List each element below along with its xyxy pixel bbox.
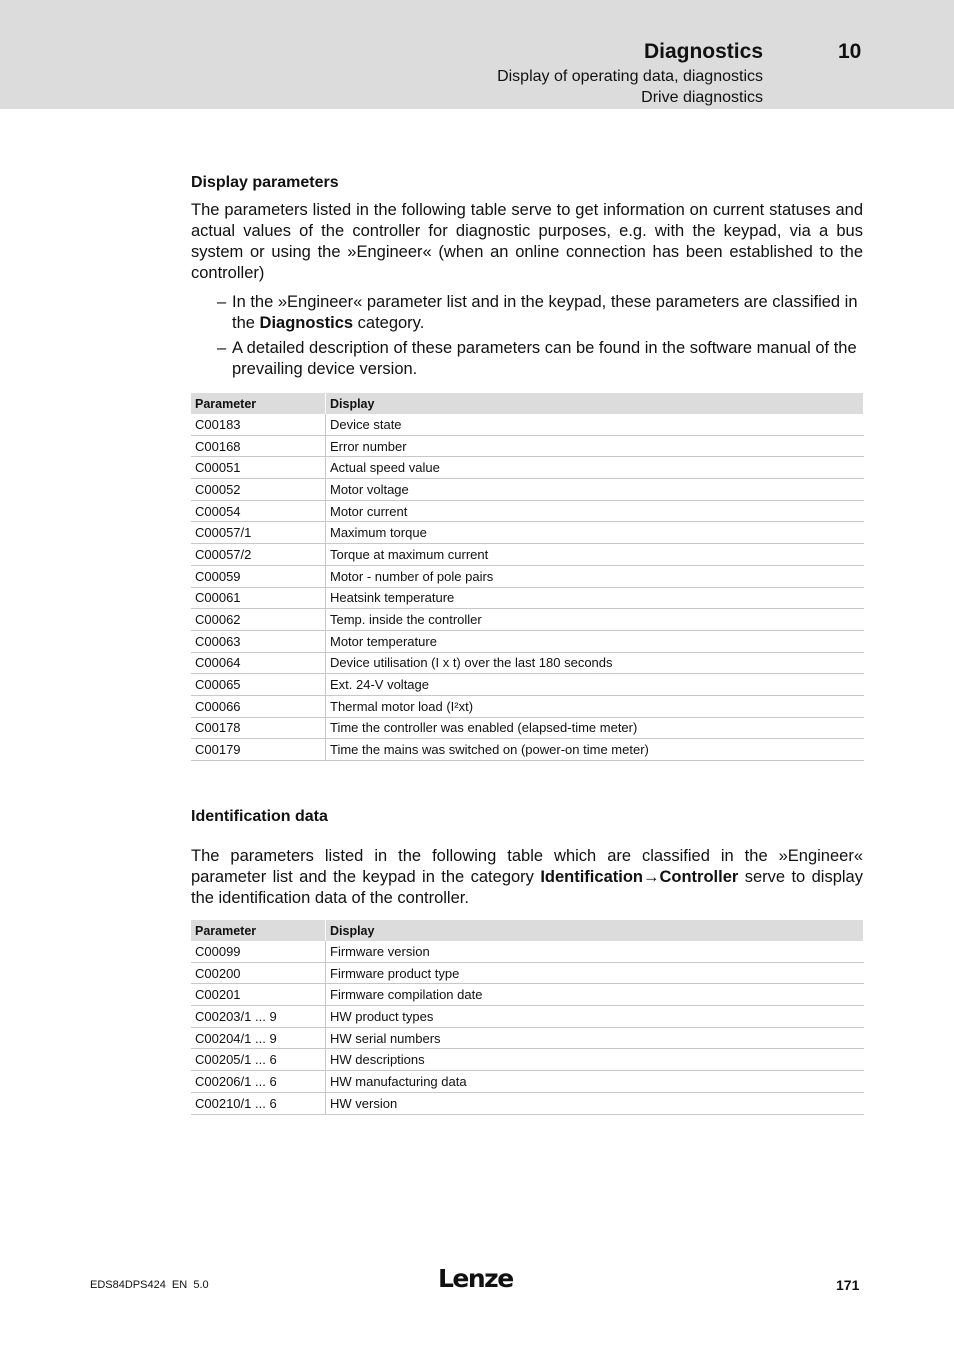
parameter-display: Maximum torque	[326, 522, 864, 544]
table-row	[191, 414, 864, 435]
parameter-display: Time the controller was enabled (elapsed-time meter)	[326, 717, 864, 739]
table-header-row	[191, 920, 864, 941]
parameter-display: Device utilisation (I x t) over the last 180 seconds	[326, 652, 864, 674]
bullet-text: A detailed description of these parameters can be found in the software manual of the prevailing device version.	[232, 339, 857, 378]
parameter-code: C00203/1 ... 9	[191, 1006, 326, 1028]
identification-data-intro	[191, 846, 863, 909]
parameter-code: C00052	[191, 479, 326, 501]
parameter-display: Heatsink temperature	[326, 587, 864, 609]
identification-data-table	[191, 920, 864, 1115]
parameter-code: C00178	[191, 717, 326, 739]
bullet-dash: –	[217, 339, 227, 357]
table-row	[191, 435, 864, 457]
display-parameters-intro: The parameters listed in the following table serve to get information on current statuses and actual values of the controller for diagnostic purposes, e.g. with the keypad, via a bus system or using the »Engineer« (when an online connection has been established to the controller)	[191, 201, 863, 282]
table-row	[191, 652, 864, 674]
table-row	[191, 522, 864, 544]
parameter-display: Firmware product type	[326, 962, 864, 984]
parameter-code: C00063	[191, 630, 326, 652]
table-row	[191, 1092, 864, 1114]
parameter-display: HW manufacturing data	[326, 1071, 864, 1093]
parameter-code: C00200	[191, 962, 326, 984]
table-row	[191, 1027, 864, 1049]
parameter-display: Time the mains was switched on (power-on time meter)	[326, 739, 864, 761]
bullet-item	[217, 292, 863, 334]
section-subtitle: Display of operating data, diagnostics	[497, 68, 763, 85]
identification-data-heading: Identification data	[191, 808, 328, 825]
parameter-display: Temp. inside the controller	[326, 609, 864, 631]
parameter-display: Thermal motor load (I²xt)	[326, 695, 864, 717]
table-row	[191, 587, 864, 609]
parameter-display: HW serial numbers	[326, 1027, 864, 1049]
table-row	[191, 479, 864, 501]
parameter-code: C00099	[191, 941, 326, 962]
intro-text-end: serve to display the identification data of the controller.	[191, 868, 863, 907]
column-header-parameter: Parameter	[191, 920, 326, 941]
lenze-logo: Lenze	[438, 1264, 513, 1293]
parameter-code: C00061	[191, 587, 326, 609]
subsection-subtitle: Drive diagnostics	[641, 89, 763, 106]
parameter-display: Motor - number of pole pairs	[326, 565, 864, 587]
parameter-code: C00064	[191, 652, 326, 674]
parameter-code: C00051	[191, 457, 326, 479]
table-row	[191, 544, 864, 566]
parameter-code: C00179	[191, 739, 326, 761]
display-parameters-table	[191, 393, 864, 761]
table-row	[191, 984, 864, 1006]
table-row	[191, 500, 864, 522]
parameter-code: C00059	[191, 565, 326, 587]
parameter-display: Device state	[326, 414, 864, 435]
parameter-code: C00057/2	[191, 544, 326, 566]
column-header-display: Display	[326, 920, 864, 941]
intro-bold-category: Identification→Controller	[540, 868, 739, 886]
parameter-display: Torque at maximum current	[326, 544, 864, 566]
table-row	[191, 1071, 864, 1093]
parameter-display: HW descriptions	[326, 1049, 864, 1071]
parameter-display: Firmware compilation date	[326, 984, 864, 1006]
bullet-dash: –	[217, 293, 227, 311]
parameter-code: C00057/1	[191, 522, 326, 544]
parameter-code: C00054	[191, 500, 326, 522]
table-row	[191, 1006, 864, 1028]
chapter-title: Diagnostics	[643, 40, 763, 63]
chapter-number: 10	[838, 40, 862, 63]
page-number: 171	[836, 1277, 860, 1293]
parameter-display: Motor temperature	[326, 630, 864, 652]
parameter-display: Firmware version	[326, 941, 864, 962]
table-row	[191, 962, 864, 984]
bullet-text-end: category.	[353, 314, 425, 332]
parameter-code: C00168	[191, 435, 326, 457]
header-band	[0, 0, 954, 109]
table-row	[191, 609, 864, 631]
parameter-display: HW product types	[326, 1006, 864, 1028]
column-header-parameter: Parameter	[191, 393, 326, 414]
parameter-code: C00201	[191, 984, 326, 1006]
table-row	[191, 565, 864, 587]
parameter-display: Motor current	[326, 500, 864, 522]
table-row	[191, 457, 864, 479]
parameter-code: C00204/1 ... 9	[191, 1027, 326, 1049]
table-row	[191, 717, 864, 739]
display-parameters-heading: Display parameters	[191, 174, 339, 191]
parameter-code: C00205/1 ... 6	[191, 1049, 326, 1071]
parameter-code: C00210/1 ... 6	[191, 1092, 326, 1114]
parameter-code: C00183	[191, 414, 326, 435]
parameter-display: Ext. 24-V voltage	[326, 674, 864, 696]
table-row	[191, 674, 864, 696]
parameter-code: C00066	[191, 695, 326, 717]
column-header-display: Display	[326, 393, 864, 414]
parameter-display: Error number	[326, 435, 864, 457]
bullet-text: In the »Engineer« parameter list and in the keypad, these parameters are classified in the	[232, 293, 858, 332]
parameter-display: Motor voltage	[326, 479, 864, 501]
bullet-item	[217, 338, 863, 380]
parameter-code: C00062	[191, 609, 326, 631]
parameter-display: HW version	[326, 1092, 864, 1114]
document-id: EDS84DPS424 EN 5.0	[90, 1279, 209, 1291]
intro-text: The parameters listed in the following table which are classified in the »Engineer« parameter list and the keypad in the category	[191, 847, 863, 886]
parameter-code: C00065	[191, 674, 326, 696]
table-row	[191, 695, 864, 717]
parameter-display: Actual speed value	[326, 457, 864, 479]
table-row	[191, 630, 864, 652]
table-row	[191, 1049, 864, 1071]
table-header-row	[191, 393, 864, 414]
table-row	[191, 941, 864, 962]
parameter-code: C00206/1 ... 6	[191, 1071, 326, 1093]
bullet-bold-term: Diagnostics	[259, 314, 354, 332]
table-row	[191, 739, 864, 761]
